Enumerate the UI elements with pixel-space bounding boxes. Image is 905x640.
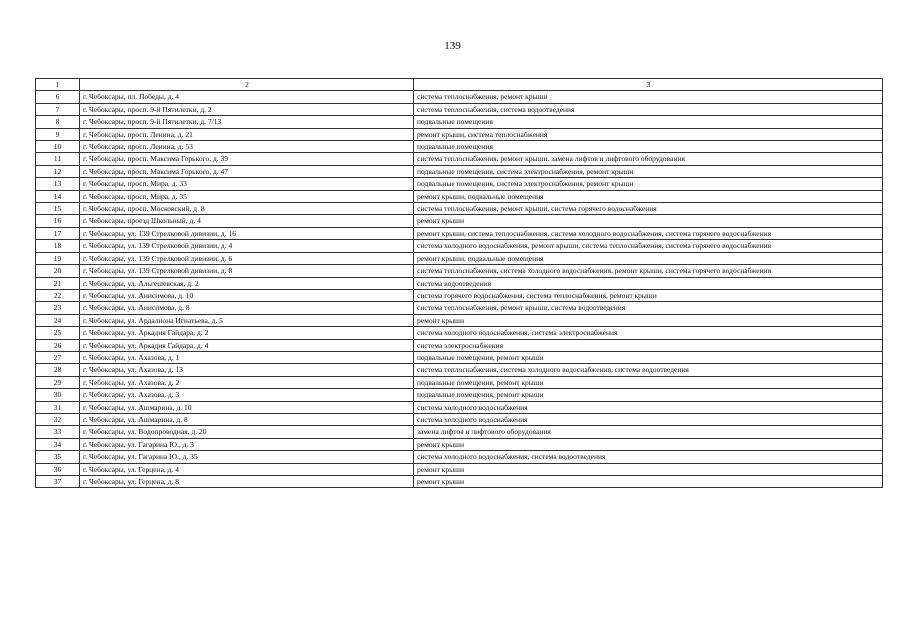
column-header-2: 2	[80, 79, 414, 91]
address-cell: г. Чебоксары, ул. Анисимова, д. 8	[80, 302, 414, 314]
table-row	[36, 413, 883, 425]
address-cell: г. Чебоксары, просп. 9-й Пятилетки, д. 7/13	[80, 116, 414, 128]
row-number-cell: 17	[36, 227, 80, 239]
address-cell: г. Чебоксары, ул. Ахазова, д. 2	[80, 376, 414, 388]
table-row	[36, 128, 883, 140]
table-row	[36, 91, 883, 103]
works-cell: ремонт крыши	[414, 476, 883, 488]
address-cell: г. Чебоксары, ул. 139 Стрелковой дивизии, д. 8	[80, 265, 414, 277]
column-number-row	[36, 79, 883, 91]
works-cell: ремонт крыши, подвальные помещения	[414, 252, 883, 264]
works-cell: ремонт крыши	[414, 463, 883, 475]
address-cell: г. Чебоксары, просп. 9-й Пятилетки, д. 2	[80, 103, 414, 115]
register-table-body	[36, 79, 883, 488]
row-number-cell: 29	[36, 376, 80, 388]
row-number-cell: 25	[36, 327, 80, 339]
row-number-cell: 23	[36, 302, 80, 314]
works-cell: система теплоснабжения, система холодного водоснабжения, ремонт крыши, система горячего водоснабжения	[414, 265, 883, 277]
works-cell: система теплоснабжения, ремонт крыши, замена лифтов и лифтового оборудования	[414, 153, 883, 165]
works-cell: система теплоснабжения, ремонт крыши, система горячего водоснабжения	[414, 203, 883, 215]
row-number-cell: 37	[36, 476, 80, 488]
row-number-cell: 8	[36, 116, 80, 128]
table-row	[36, 438, 883, 450]
table-row	[36, 141, 883, 153]
works-cell: система холодного водоснабжения	[414, 413, 883, 425]
works-cell: подвальные помещения	[414, 116, 883, 128]
works-cell: подвальные помещения, ремонт крыши	[414, 376, 883, 388]
table-row	[36, 302, 883, 314]
table-row	[36, 265, 883, 277]
works-cell: система электроснабжения	[414, 339, 883, 351]
row-number-cell: 35	[36, 451, 80, 463]
row-number-cell: 27	[36, 351, 80, 363]
works-cell: ремонт крыши	[414, 314, 883, 326]
table-row	[36, 240, 883, 252]
works-cell: ремонт крыши	[414, 438, 883, 450]
address-cell: г. Чебоксары, пл. Победы, д. 4	[80, 91, 414, 103]
table-row	[36, 103, 883, 115]
row-number-cell: 28	[36, 364, 80, 376]
row-number-cell: 11	[36, 153, 80, 165]
row-number-cell: 18	[36, 240, 80, 252]
address-cell: г. Чебоксары, просп. Мира, д. 35	[80, 190, 414, 202]
address-cell: г. Чебоксары, ул. 139 Стрелковой дивизии, д. 16	[80, 227, 414, 239]
row-number-cell: 33	[36, 426, 80, 438]
row-number-cell: 31	[36, 401, 80, 413]
address-cell: г. Чебоксары, просп. Ленина, д. 53	[80, 141, 414, 153]
table-row	[36, 426, 883, 438]
row-number-cell: 15	[36, 203, 80, 215]
table-row	[36, 401, 883, 413]
row-number-cell: 21	[36, 277, 80, 289]
row-number-cell: 14	[36, 190, 80, 202]
table-row	[36, 190, 883, 202]
address-cell: г. Чебоксары, ул. Анисимова, д. 10	[80, 289, 414, 301]
address-cell: г. Чебоксары, ул. 139 Стрелковой дивизии, д. 6	[80, 252, 414, 264]
table-row	[36, 203, 883, 215]
table-row	[36, 476, 883, 488]
row-number-cell: 20	[36, 265, 80, 277]
address-cell: г. Чебоксары, ул. Гагарина Ю., д. 35	[80, 451, 414, 463]
row-number-cell: 10	[36, 141, 80, 153]
address-cell: г. Чебоксары, ул. 139 Стрелковой дивизии, д. 4	[80, 240, 414, 252]
table-row	[36, 153, 883, 165]
address-cell: г. Чебоксары, просп. Максима Горького, д. 39	[80, 153, 414, 165]
works-cell: система холодного водоснабжения, ремонт крыши, система теплоснабжения, система горячего водоснабжения	[414, 240, 883, 252]
row-number-cell: 9	[36, 128, 80, 140]
row-number-cell: 32	[36, 413, 80, 425]
table-row	[36, 227, 883, 239]
address-cell: г. Чебоксары, ул. Герцена, д. 8	[80, 476, 414, 488]
table-row	[36, 451, 883, 463]
works-cell: система холодного водоснабжения	[414, 401, 883, 413]
address-cell: г. Чебоксары, ул. Ахазова, д. 13	[80, 364, 414, 376]
address-cell: г. Чебоксары, ул. Гагарина Ю., д. 3	[80, 438, 414, 450]
register-table	[35, 78, 883, 488]
address-cell: г. Чебоксары, просп. Максима Горького, д. 47	[80, 165, 414, 177]
address-cell: г. Чебоксары, ул. Ашмарина, д. 10	[80, 401, 414, 413]
address-cell: г. Чебоксары, ул. Аркадия Гайдара, д. 4	[80, 339, 414, 351]
table-row	[36, 165, 883, 177]
table-row	[36, 376, 883, 388]
table-row	[36, 116, 883, 128]
works-cell: подвальные помещения, ремонт крыши	[414, 389, 883, 401]
address-cell: г. Чебоксары, ул. Альгешевская, д. 2	[80, 277, 414, 289]
works-cell: замена лифтов и лифтового оборудования	[414, 426, 883, 438]
row-number-cell: 16	[36, 215, 80, 227]
row-number-cell: 36	[36, 463, 80, 475]
works-cell: система теплоснабжения, система холодного водоснабжения, система водоотведения	[414, 364, 883, 376]
address-cell: г. Чебоксары, проезд Школьный, д. 4	[80, 215, 414, 227]
works-cell: ремонт крыши, система теплоснабжения, система холодного водоснабжения, система горячего водоснабжения	[414, 227, 883, 239]
table-row	[36, 252, 883, 264]
address-cell: г. Чебоксары, просп. Ленина, д. 21	[80, 128, 414, 140]
table-row	[36, 351, 883, 363]
row-number-cell: 6	[36, 91, 80, 103]
table-row	[36, 389, 883, 401]
row-number-cell: 30	[36, 389, 80, 401]
table-row	[36, 215, 883, 227]
works-cell: система горячего водоснабжения, система теплоснабжения, ремонт крыши	[414, 289, 883, 301]
table-row	[36, 339, 883, 351]
works-cell: система теплоснабжения, ремонт крыши	[414, 91, 883, 103]
row-number-cell: 26	[36, 339, 80, 351]
works-cell: система теплоснабжения, система водоотведения	[414, 103, 883, 115]
table-row	[36, 178, 883, 190]
address-cell: г. Чебоксары, ул. Ахазова, д. 3	[80, 389, 414, 401]
works-cell: система холодного водоснабжения, система водоотведения	[414, 451, 883, 463]
row-number-cell: 24	[36, 314, 80, 326]
row-number-cell: 13	[36, 178, 80, 190]
works-cell: подвальные помещения, ремонт крыши	[414, 351, 883, 363]
column-header-3: 3	[414, 79, 883, 91]
row-number-cell: 12	[36, 165, 80, 177]
table-row	[36, 277, 883, 289]
works-cell: подвальные помещения, система электроснабжения, ремонт крыши	[414, 165, 883, 177]
column-header-1: 1	[36, 79, 80, 91]
table-row	[36, 314, 883, 326]
works-cell: система холодного водоснабжения, система электроснабжения	[414, 327, 883, 339]
table-row	[36, 364, 883, 376]
address-cell: г. Чебоксары, просп. Мира, д. 33	[80, 178, 414, 190]
works-cell: ремонт крыши, система теплоснабжения	[414, 128, 883, 140]
address-cell: г. Чебоксары, ул. Аркадия Гайдара, д. 2	[80, 327, 414, 339]
row-number-cell: 19	[36, 252, 80, 264]
works-cell: ремонт крыши, подвальные помещения	[414, 190, 883, 202]
address-cell: г. Чебоксары, просп. Московский, д. 8	[80, 203, 414, 215]
address-cell: г. Чебоксары, ул. Герцена, д. 4	[80, 463, 414, 475]
address-cell: г. Чебоксары, ул. Ардалиона Игнатьева, д. 5	[80, 314, 414, 326]
row-number-cell: 34	[36, 438, 80, 450]
works-cell: система водоотведения	[414, 277, 883, 289]
works-cell: подвальные помещения	[414, 141, 883, 153]
works-cell: система теплоснабжения, ремонт крыши, система водоотведения	[414, 302, 883, 314]
table-row	[36, 327, 883, 339]
table-row	[36, 463, 883, 475]
row-number-cell: 22	[36, 289, 80, 301]
address-cell: г. Чебоксары, ул. Ашмарина, д. 8	[80, 413, 414, 425]
address-cell: г. Чебоксары, ул. Ахазова, д. 1	[80, 351, 414, 363]
row-number-cell: 7	[36, 103, 80, 115]
works-cell: ремонт крыши	[414, 215, 883, 227]
works-cell: подвальные помещения, система электроснабжения, ремонт крыши	[414, 178, 883, 190]
page-number: 139	[444, 40, 461, 52]
table-row	[36, 289, 883, 301]
address-cell: г. Чебоксары, ул. Водопроводная, д. 20	[80, 426, 414, 438]
